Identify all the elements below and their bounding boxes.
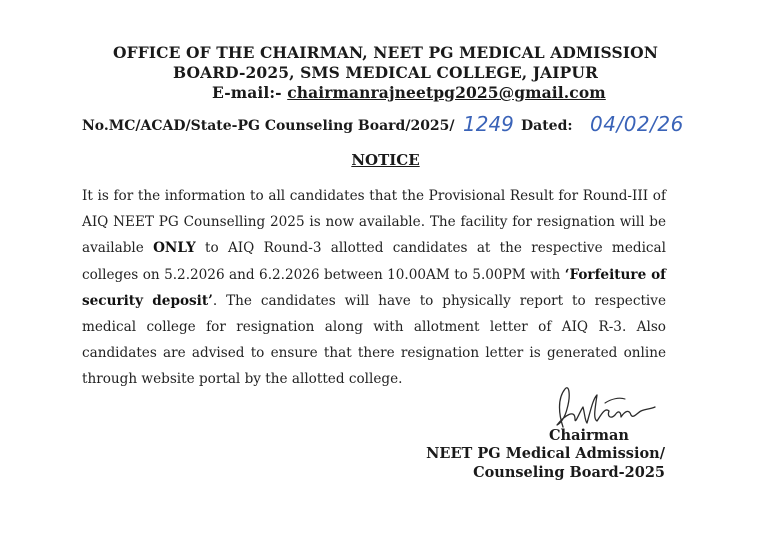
signatory-board-line2: Counseling Board-2025 [473, 464, 665, 481]
notice-body [82, 183, 666, 393]
signatory-board-line1: NEET PG Medical Admission/ [426, 445, 665, 462]
notice-text-part3: . The candidates will have to physically report to respective medical college for resignation along with allotment letter of AIQ R-3. Also candidates are advised to ensure that there resignation letter is generated online through website portal by the allotted college. [82, 292, 666, 388]
office-header-line1: OFFICE OF THE CHAIRMAN, NEET PG MEDICAL ADMISSION [113, 43, 658, 62]
handwritten-reference-number: 1249 [463, 112, 514, 136]
reference-number-label: No.MC/ACAD/State-PG Counseling Board/2025/ [82, 118, 455, 134]
email-link[interactable]: chairmanrajneetpg2025@gmail.com [287, 83, 606, 102]
office-header-line2: BOARD-2025, SMS MEDICAL COLLEGE, JAIPUR [172, 63, 598, 82]
notice-text-part2: to AIQ Round-3 allotted candidates at the respective medical colleges on 5.2.2026 and 6.2.2026 between 10.00AM to 5.00PM with [82, 240, 666, 283]
signatory-title: Chairman [549, 427, 629, 444]
email-label: E-mail:- [212, 83, 282, 102]
notice-title: NOTICE [351, 151, 420, 169]
handwritten-date: 04/02/26 [590, 112, 684, 136]
notice-only-emphasis: ONLY [153, 240, 196, 257]
notice-text-part1: It is for the information to all candidates that the Provisional Result for Round-III of AIQ NEET PG Counselling 2025 is now available. The facility for resignation will be available [82, 188, 666, 257]
email-line [212, 83, 606, 102]
notice-forfeiture-emphasis: ‘Forfeiture of security deposit’ [82, 266, 666, 309]
dated-label: Dated: [521, 118, 573, 134]
